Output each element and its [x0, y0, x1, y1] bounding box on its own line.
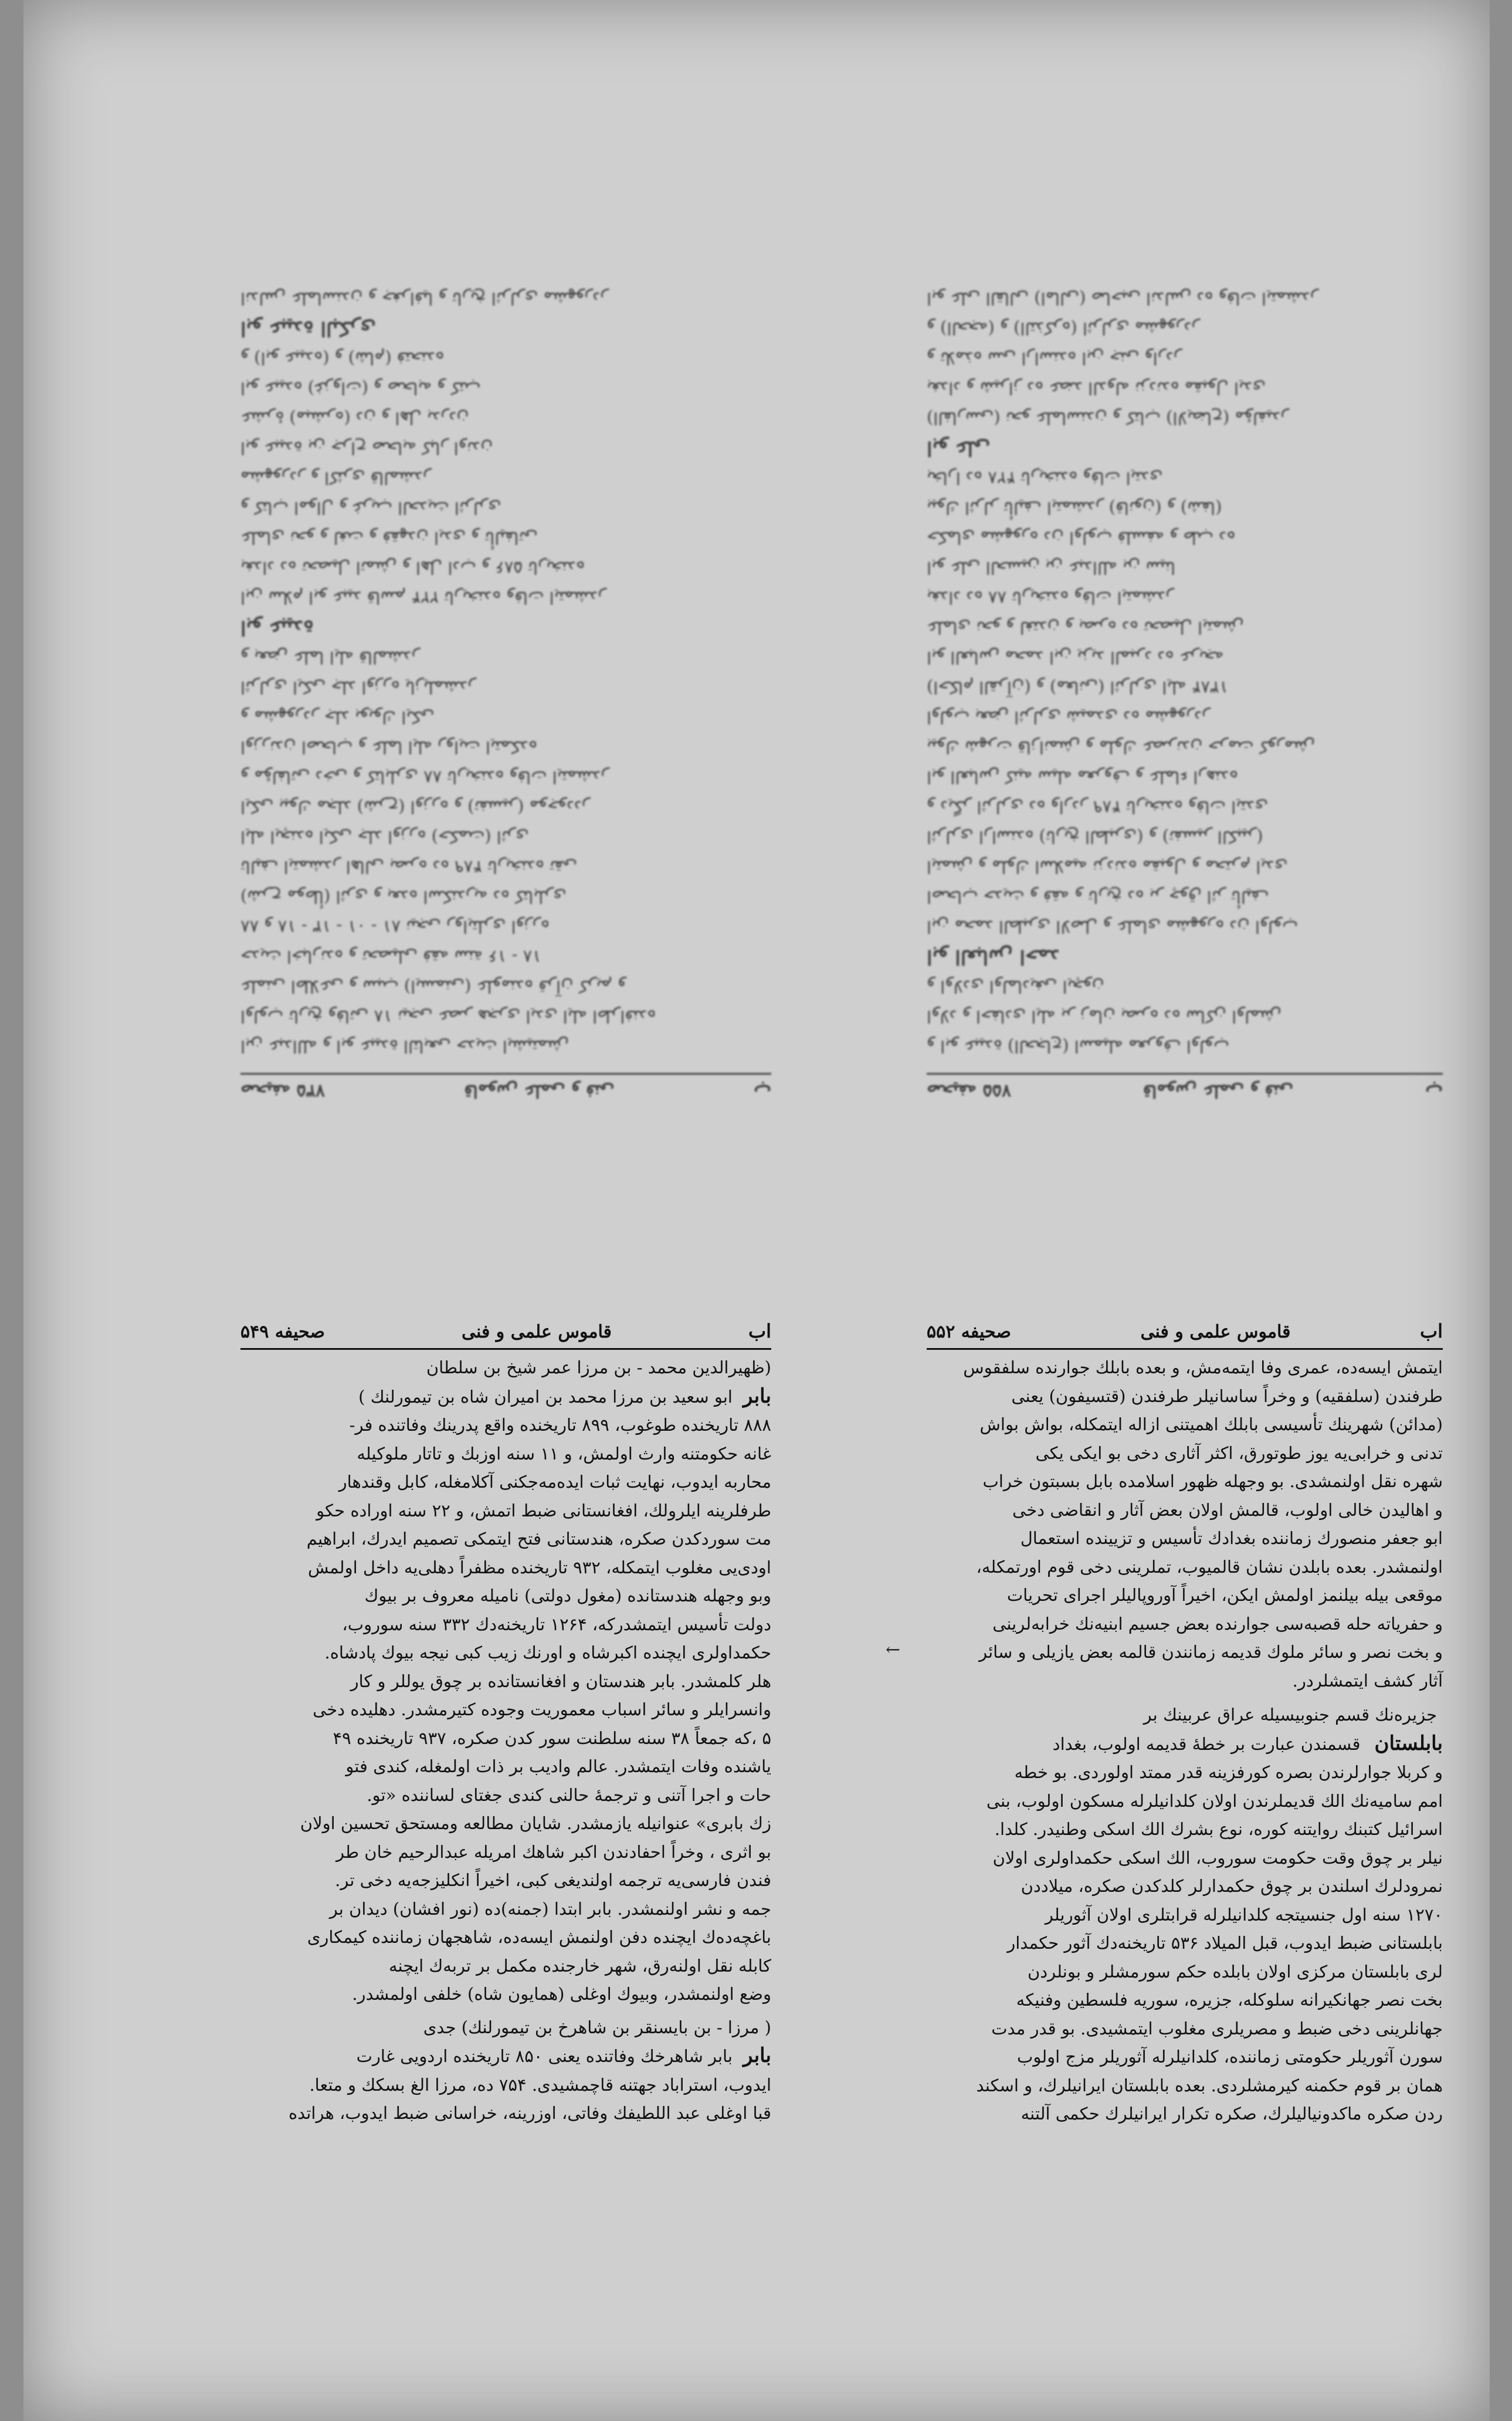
entry-headword: ابو عبيدة البكرى: [240, 317, 376, 340]
top-left-column: [240, 18, 771, 1103]
text-line: مشهوردر و اكثرى قالمشدر: [240, 468, 432, 488]
text-line: وانسرايلر و سائر اسباب معموريت وجوده كتيرمشدر. دهليده دخى: [313, 1699, 771, 1719]
text-line: و بخت نصر و سائر ملوك قديمه زمانندن قالمه بعض يازيلى و سائر: [979, 1642, 1443, 1662]
text-line: ايكى بيوك مجلد (شرح) اوزره و (تفسير) موجوددر: [240, 797, 590, 817]
entry-headword-babur-mirza: بابر: [743, 2044, 771, 2067]
scanned-page: [23, 0, 1490, 2421]
text-line: و كتاب اموال و غريب الحديث اثرلرى: [240, 498, 501, 518]
text-line: امم ساميه‌نك الك قديملرندن اولان كلدانيلرله مسكون اولوب، بنى: [986, 1790, 1443, 1811]
text-line: ايتمش ايسه‌ده، عمرى وفا ايتمه‌مش، و بعده بابلك جوارنده سلفقوس: [963, 1357, 1443, 1377]
text-line: اولنمشدر. بعده بابلدن نشان قالميوب، تملرينى دخى قوم اورتمكله،: [976, 1556, 1443, 1577]
text-line: علماى نحو و لغتدن و بصره ده تحصيل ايتمش: [927, 618, 1244, 638]
text-line: و حفرياته حله قصبه‌سى جوارنده بعض جسيم ابنيه‌نك خرابه‌لرينى: [992, 1613, 1443, 1634]
text-line: و (ابو عبيده) و (شام) فتحنده: [240, 348, 445, 368]
text-line: اسرائيل كتبنك روايتنه كوره، نوع بشرك الك اسكى وطنيدر. كلدا.: [994, 1819, 1443, 1839]
text-line: اولاد و احفادى ايله بر زمان بصره ده ساكن اولمش: [927, 1007, 1282, 1027]
text-line: (شرح موطأ) اثرى و بعده اسكندريه ده كتابلرى: [240, 887, 567, 907]
text-line: كابله نقل اولنه‌رق، شهر خارجنده مكمل بر تربه‌ك ايچنه: [389, 1955, 771, 1976]
entry-babur-title-row: [240, 1353, 771, 1382]
text-line: و اهاليدن خالى اولوب، قالمش اولان بعض آثار و انقاضى دخى: [1012, 1499, 1443, 1520]
text-line: بيوك اثرلر تأليف ايتمشدر (قانون) و (شفا): [927, 498, 1222, 518]
text-line: ابن محمد الطبرى الاصل و علماى مشهوره دن اولوب: [927, 917, 1299, 937]
text-line: اولوب تاريخ وفاتى ۱۸ نيجى عصر هجرى ايدى ايله اطرافنده: [240, 1007, 656, 1027]
text-line: تدنى و خرابى‌يه يوز طوتورق، اكثر آثارى دخى بو ايكى يكى: [1035, 1443, 1443, 1463]
text-line: علمنى اطلاعى و سبب (ايسمنى) علومنده قرآن كريم و: [240, 977, 626, 997]
text-line: حكمداولرى ايچنده اكبرشاه و اورنك زيب كبى نيجه بيوك پادشاه.: [324, 1643, 771, 1662]
text-line: علماى نحو و لغت و فقهدن ايدى و تأليفاتى: [240, 528, 538, 548]
text-line: ايله ايچنده ايكى جلد اوزره (حكمت) اثرى: [240, 827, 529, 847]
text-line: (احكام القرآن) و (معانى) اثرلرى ايله ۱۳۸۴: [927, 678, 1229, 697]
bottom-right-header-page: صحيفه ۵۵۲: [927, 1322, 1011, 1342]
text-line: بابر شاهرخك وفاتنده يعنى ۸۵۰ تاريخنده اردويى غارت: [356, 2046, 733, 2066]
text-line: ابو العباس كنيه سيله معروف و علماء ارهنده: [927, 767, 1238, 787]
text-line: و (الحجه) و (التذكره) اثرلرى مشهوردر: [927, 319, 1200, 338]
text-line: غانه حكومتنه وارث اولمش، و ۱۱ سنه اوزبك و تاتار ملوكيله: [357, 1443, 771, 1464]
text-line: نمرودلرك اسلندن بر چوق حكمدارلر كلدكدن صكره، ميلاددن: [1021, 1876, 1443, 1896]
bottom-right-header-title: قاموس علمى و فنى: [1140, 1322, 1291, 1342]
top-right-footer-page: صحيفه ۷۵۵: [927, 1081, 1011, 1101]
top-right-footer: [927, 1073, 1443, 1103]
entry-babur-mirza-row: [240, 2013, 771, 2042]
entry-headword: ابو على: [927, 436, 991, 460]
text-line: ابو عبيده (غزوات) و صحابه و كتب: [240, 378, 481, 398]
bottom-left-column: [240, 1320, 771, 2411]
text-line: ابو سعيد بن مرزا محمد بن اميران شاه بن تيمورلنك ): [358, 1386, 733, 1407]
text-line: جزيره‌نك قسم جنوبيسيله عراق عربينك بر: [1143, 1705, 1437, 1725]
text-line: ( مرزا - بن بايسنقر بن شاهرخ بن تيمورلنك) جدى: [423, 2017, 771, 2037]
text-line: و تلامذه سى اراسنده ابن جنى واردر: [927, 348, 1182, 368]
top-right-body: [927, 283, 1443, 1061]
text-line: و كربلا جوارلرندن بصره كورفزينه قدر ممتد اولوردى. بو خطه: [1014, 1762, 1443, 1782]
text-line: لرى بابلستان مركزى اولان بابلده حكم سورمشلر و بونلردن: [1027, 1961, 1443, 1982]
bottom-right-column: [927, 1320, 1443, 2411]
text-line: طرفندن (سلفقيه) و وخراً ساسانيلر طرفندن (قتسيفون) يعنى: [1011, 1386, 1443, 1406]
bottom-left-header: [240, 1320, 771, 1350]
bottom-right-header-corner: اب: [1419, 1320, 1443, 1342]
text-line: تاليف ايتمشدر اهالى بصره ده ۴۸۹ تاريخنده تقى: [240, 857, 578, 877]
text-line: (ظهيرالدين محمد - بن مرزا عمر شيخ بن سلطان: [426, 1357, 771, 1377]
text-line: ۱۲۷۰ سنه اول جنسيتجه كلدانيلرله قرابتلرى اولان آثوريلر: [1045, 1904, 1443, 1925]
text-line: ياشنده وفات ايتمشدر. عالم واديب بر ذات اولمغله، كندى فتو: [345, 1756, 771, 1776]
text-line: شهره نقل اولنمشدى. بو وجهله ظهور اسلامده بابل بسبتون خراب: [982, 1471, 1443, 1491]
text-line: آثار كشف ايتمشلردر.: [1292, 1670, 1443, 1691]
text-line: قبا اوغلى عبد اللطيفك وفاتى، اوزرينه، خراسانى ضبط ايدوب، هراتده: [288, 2103, 771, 2123]
text-line: سورن آثوريلر حكومتى زماننده، كلدانيلرله آثوريلر مزج اولوب: [1017, 2047, 1443, 2067]
text-line: زك بابرى» عنوانيله يازمشدر. شايان مطالعه ومستحق تحسين اولان: [300, 1813, 771, 1833]
text-line: و بعض علما ايله قالمشدر: [240, 648, 420, 668]
entry-headword: ابو عبيدة: [240, 616, 314, 639]
text-line: اثرلرى اراسنده (تاريخ الطبرى) و (تفسير الكبير): [927, 827, 1263, 847]
top-left-footer-page: صحيفه ۷۳۵: [240, 1081, 325, 1101]
text-line: حكماى مشهوره دن اولوب فلسفه و طب ده: [927, 528, 1236, 548]
text-line: و اولادى اولماديغى ايچون: [927, 977, 1104, 997]
text-line: ابو عبيدة بن جراح صحابه كبار اوندن: [240, 438, 493, 458]
text-line: ابن سلام ابو عبيد قاسم ۲۲۴ تاريخنده وفات ايتمشدر: [240, 588, 606, 608]
text-line: حات و اجرا آتنى و ترجمۀ حالنى كندى جغتاى لساننده «تو.: [367, 1785, 771, 1805]
text-line: مت سوردكدن صكره، هندستانى فتح ايتمكى تصميم ايدرك، ابراهيم: [306, 1529, 771, 1549]
text-line: همان بر قوم حكمنه كيرمشلردى. بعده بابلستان ايرانيلرك، و اسكند: [976, 2075, 1443, 2095]
text-line: دولت تأسيس ايتمشدركه، ۱۲۶۴ تاريخنه‌دك ۳۳۲ سنه سوروب،: [342, 1614, 771, 1634]
text-line: ابو على القالى (امالى) صاحبى اندلس ده وفات ايتمشدر: [927, 289, 1318, 309]
text-line: (الفارسى) نحو علماسندن و كتاب (الايضاح) مؤلفيدر: [927, 408, 1289, 428]
text-line: و ابو عبيدة (الحجاج) اسميله معروف اولوب: [927, 1037, 1229, 1057]
text-line: ۵ ،كه جمعاً ۳۸ سنه سلطنت سور كدن صكره، ۹۳۷ تاريخنده ۴۹: [333, 1728, 771, 1748]
top-left-body: [240, 283, 771, 1061]
text-line: جمه و نشر اولنمشدر. بابر ابتدا (جمنه)ده (نور افشان) ديدان بر: [329, 1898, 771, 1919]
text-line: ايتمش و ملوك اسلاميه نزدنده مقبول و محترم ايدى: [927, 857, 1288, 877]
entry-headword-babylonia: بابلستان: [1374, 1731, 1443, 1755]
text-line: اولوب بعض اثرلرى شيمدى ده مشهوردر: [927, 707, 1211, 727]
text-line: ابن عبدالله و ابو عبيدة التابعى حديث ايشيتمش: [240, 1037, 569, 1057]
bottom-left-header-page: صحيفه ۵۴۹: [240, 1322, 325, 1342]
text-line: وبو وجهله هندستانده (مغول دولتى) ناميله معروف بر بيوك: [364, 1586, 771, 1606]
text-line: ردن صكره ماكدونياليلرك، صكره تكرار ايرانيلرك حكمى آلتنه: [1021, 2104, 1443, 2124]
text-line: باغچه‌ده‌ك ايچنده دفن اولنمش ايسه‌ده، شاهجهان زماننده كيمكارى: [307, 1927, 771, 1947]
top-left-footer: [240, 1073, 771, 1103]
top-right-column: [927, 18, 1443, 1103]
text-line: قسمندن عبارت بر خطۀ قديمه اولوب، بغداد: [1052, 1733, 1361, 1754]
text-line: بو اثرى ، وخراً احفادندن اكبر شاهك امريله عبدالرحيم خان طر: [336, 1841, 771, 1862]
bottom-right-body: [927, 1353, 1443, 2128]
entry-headword-babur: بابر: [743, 1384, 771, 1408]
bottom-left-body: [240, 1353, 771, 2128]
text-line: بخت نصر جهانكيرانه سلوكله، جزيره، سوريه فلسطين وفنيكه: [1016, 1990, 1443, 2010]
text-line: محاربه ايدوب، نهايت ثبات ايده‌مه‌جكنى آكلامغله، كابل وقندهار: [338, 1472, 771, 1492]
top-right-footer-corner: ب: [1425, 1081, 1443, 1103]
text-line: بخارا ده ۴۲۸ تاريخنده وفات ايتدى: [927, 468, 1163, 488]
text-line: نيلر بر چوق وقت حكومت سوروب، الك اسكى حكمداولرى اولان: [992, 1847, 1443, 1868]
text-line: جهانلرينى دخى ضبط و مصريلرى مغلوب ايتمشيدى. بو قدر مدت: [991, 2018, 1443, 2039]
text-line: اصحاب حديث و فقه و تاريخ ده بر چوق اثر تأليف: [927, 887, 1269, 907]
entry-babur-mirza-headword-row: [240, 2041, 771, 2071]
text-line: (مدائن) شهرينك تأسيسى بابلك اهميتنى ازاله ايتمكله، بواش بواش: [979, 1414, 1443, 1434]
text-line: بغداد ده تحصيل اتمش و اهل ادب و ۵۸۶ تاريخنده: [240, 558, 585, 578]
bottom-right-header: [927, 1320, 1443, 1350]
text-line: ۸۸۸ تاريخنده طوغوب، ۸۹۹ تاريخنده واقع پدرينك وفاتنده فر-: [349, 1415, 771, 1435]
margin-arrow-mark: ←: [886, 1640, 901, 1660]
entry-babylonia-intro-row: [927, 1701, 1443, 1729]
entry-babur-headword-row: [240, 1382, 771, 1411]
text-line: اودى‌يى مغلوب ايتمكله، ۹۳۲ تاريخنده مظفراً دهلى‌يه داخل اولمش: [308, 1557, 771, 1577]
text-line: موقعى بيله بيلنمز اولمش ايكن، اخيراً آوروپاليلر اجراى تحريات: [1006, 1585, 1443, 1605]
bottom-left-header-corner: اب: [748, 1320, 771, 1342]
bottom-left-header-title: قاموس علمى و فنى: [461, 1322, 612, 1342]
top-right-footer-title: قاموس علمى و فنى: [1143, 1081, 1293, 1101]
text-line: ايدوب، استراباد جهتنه قاچمشيدى. ۷۵۴ ده، مرزا الغ بسكك و متعا.: [309, 2074, 771, 2095]
text-line: و مشهوردر جلد بويوك ايكى: [240, 707, 435, 727]
text-line: حديث اخبارنده و تحصيلى فقه سنة ۱۶ - ۱۸: [240, 947, 541, 967]
entry-headword: ابو العباس احمد: [927, 945, 1060, 969]
text-line: ابو على الحسين بن عبدالله بن سينا: [927, 558, 1176, 578]
text-line: اوزرندن اصحاب و علما ايله روايت ايتمكده: [240, 737, 537, 757]
text-line: فندن فارسى‌يه ترجمه اولنديغى كبى، اخيراً انكليزجه‌يه دخى تر.: [335, 1870, 771, 1890]
text-line: و مؤلفاتى دخى و كتابلرى ۸۸ تاريخنده وفات ايتمشدر: [240, 767, 609, 787]
text-line: طرفلرينه ايلرولك، افغانستانى ضبط اتمش، و ۲۲ سنه اوراده حكو: [316, 1500, 771, 1521]
text-line: و ديگر اثرلرى ده واردر ۴۸۹ تاريخنده وفات ايتدى: [927, 797, 1268, 817]
text-line: اندلس علماسندن و جغرافيا و تاريخ اثرلرى مشهوردر: [240, 289, 609, 309]
text-line: ابو جعفر منصورك زماننده بغدادك تأسيس و تزيينده استعمال: [1020, 1528, 1443, 1548]
text-line: هلر كلمشدر. بابر هندستان و افغانستانده بر چوق يوللر و كار: [350, 1671, 771, 1691]
text-line: وضع اولنمشدر، وبيوك اوغلى (همايون شاه) خلفى اولمشدر.: [352, 1984, 771, 2004]
entry-babylonia-headword-row: [927, 1729, 1443, 1759]
text-line: بابلستانى ضبط ايدوب، قبل الميلاد ۵۳۶ تاريخنه‌دك آثور حكمدار: [1007, 1933, 1443, 1953]
top-left-footer-title: قاموس علمى و فنى: [464, 1081, 615, 1101]
text-line: بيوك شهرت قازانمش و ملوك عصرندن حرمت كورمش: [927, 737, 1316, 757]
text-line: ابو العباس محمد ابن يزيد المبرد ده عربجه: [927, 648, 1224, 668]
top-left-footer-corner: ب: [753, 1081, 771, 1103]
text-line: اثرلرى ايكى جلد اوزره يازيلمشدر: [240, 678, 476, 697]
text-line: بغداد و شيراز ده عضد الدوله نزدنده مقبول ايدى: [927, 378, 1266, 398]
text-line: بغداد ده ۸۸ تاريخنده وفات ايتمشدر: [927, 588, 1174, 608]
text-line: عشرۀ (مبشره) دن و اهل بدردن: [240, 408, 469, 428]
text-line: ۸۸ و ۱۸ - ۱۳ - ۰۱ - ۸۱ نيجى روايتلرى اوزره: [240, 917, 550, 937]
